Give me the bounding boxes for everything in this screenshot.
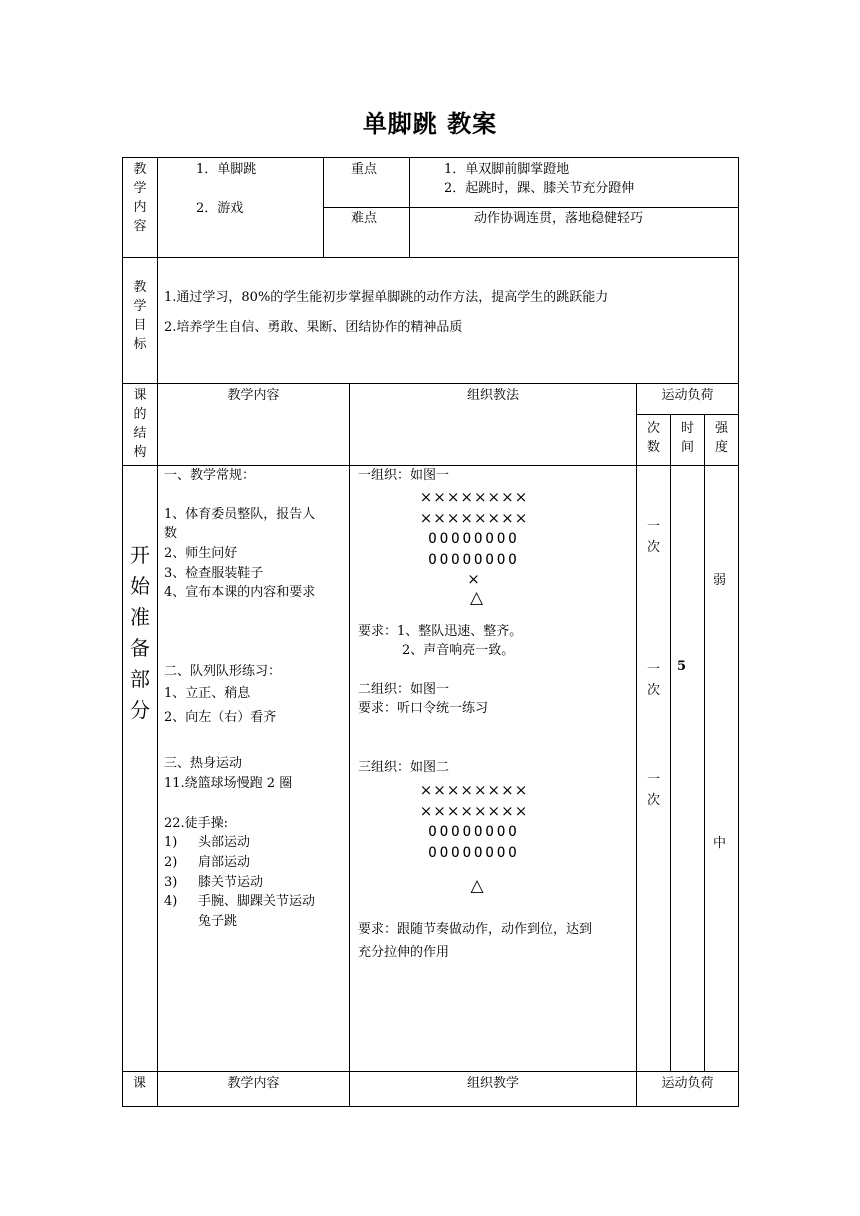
exercise-heading: 22.徒手操: bbox=[164, 816, 229, 831]
time-subheader: 时 间 bbox=[680, 421, 694, 455]
formation-row: ×××××××× bbox=[419, 488, 529, 506]
exercise-num: 3) bbox=[164, 875, 178, 890]
exercise-item: 手腕、脚踝关节运动 bbox=[198, 894, 316, 909]
key-item: 1．单双脚前脚掌蹬地 bbox=[444, 162, 570, 177]
exercise-extra: 兔子跳 bbox=[198, 914, 238, 929]
formation-item: 2、向左（右）看齐 bbox=[164, 710, 277, 725]
teacher-triangle-glyph: △ bbox=[470, 876, 484, 896]
divider bbox=[157, 157, 158, 257]
divider bbox=[704, 414, 705, 1071]
formation-row: OOOOOOOO bbox=[428, 552, 520, 568]
exercise-item: 头部运动 bbox=[198, 835, 251, 850]
intensity-value: 中 bbox=[713, 836, 727, 851]
goal-item: 1.通过学习，80%的学生能初步掌握单脚跳的动作方法，提高学生的跳跃能力 bbox=[164, 290, 609, 305]
divider bbox=[122, 257, 739, 258]
exercise-item: 膝关节运动 bbox=[198, 875, 264, 890]
formation-row: OOOOOOOO bbox=[428, 824, 520, 840]
exercise-num: 4) bbox=[164, 894, 178, 909]
divider bbox=[636, 383, 637, 1107]
formation-heading: 二、队列队形练习： bbox=[164, 664, 282, 679]
difficulty-text: 动作协调连贯，落地稳健轻巧 bbox=[474, 211, 644, 226]
section-label: 开 始 准 备 部 分 bbox=[130, 543, 150, 722]
page-title: 单脚跳 教案 bbox=[362, 109, 498, 138]
org1-title: 一组织：如图一 bbox=[358, 468, 450, 483]
table-border-right bbox=[738, 157, 739, 1107]
count-value: 一 次 bbox=[646, 662, 660, 698]
requirement: 要求：1、整队迅速、整齐。 bbox=[358, 624, 523, 639]
formation-row: ×××××××× bbox=[419, 509, 529, 527]
content-item: 1．单脚跳 bbox=[196, 162, 257, 177]
routine-item: 4、宣布本课的内容和要求 bbox=[164, 585, 316, 600]
key-item: 2．起跳时，踝、膝关节充分蹬伸 bbox=[444, 181, 635, 196]
divider bbox=[157, 257, 158, 383]
formation-row: ×××××××× bbox=[419, 781, 529, 799]
formation-diagram-2 bbox=[350, 780, 598, 864]
method-column-header: 组织教法 bbox=[466, 388, 519, 403]
requirement: 要求：跟随节奏做动作，动作到位，达到 bbox=[358, 922, 593, 937]
key-label: 重点 bbox=[351, 162, 378, 177]
table-border-top bbox=[122, 157, 739, 158]
requirement: 充分拉伸的作用 bbox=[358, 945, 450, 960]
teacher-triangle bbox=[350, 877, 598, 896]
formation-row: OOOOOOOO bbox=[428, 845, 520, 861]
routine-heading: 一、教学常规： bbox=[164, 468, 256, 483]
warmup-heading: 三、热身运动 bbox=[164, 756, 243, 771]
divider bbox=[323, 207, 739, 208]
formation-row: OOOOOOOO bbox=[428, 531, 520, 547]
footer-load-header: 运动负荷 bbox=[661, 1076, 714, 1091]
routine-item: 3、检查服装鞋子 bbox=[164, 566, 264, 581]
divider bbox=[670, 414, 671, 1071]
content-item: 2．游戏 bbox=[196, 201, 244, 216]
formation-row: × bbox=[467, 570, 481, 588]
load-column-header: 运动负荷 bbox=[661, 388, 714, 403]
formation-row: ×××××××× bbox=[419, 802, 529, 820]
formation-item: 1、立正、稍息 bbox=[164, 686, 251, 701]
footer-content-header: 教学内容 bbox=[227, 1076, 280, 1091]
count-subheader: 次 数 bbox=[646, 421, 660, 455]
divider bbox=[409, 157, 410, 257]
exercise-item: 肩部运动 bbox=[198, 855, 251, 870]
warmup-item: 11.绕篮球场慢跑 2 圈 bbox=[164, 776, 293, 791]
footer-method-header: 组织教学 bbox=[466, 1076, 519, 1091]
content-label: 教 学 内 容 bbox=[133, 162, 147, 234]
divider bbox=[122, 383, 739, 384]
org3-title: 三组织：如图二 bbox=[358, 760, 450, 775]
teacher-triangle: △ bbox=[469, 588, 485, 608]
divider bbox=[636, 414, 739, 415]
intensity-subheader: 强 度 bbox=[714, 421, 728, 455]
exercise-num: 1) bbox=[164, 835, 178, 850]
exercise-num: 2) bbox=[164, 855, 178, 870]
footer-structure: 课 bbox=[133, 1076, 147, 1091]
intensity-value: 弱 bbox=[713, 573, 727, 588]
routine-item: 数 bbox=[164, 526, 178, 541]
content-column-header: 教学内容 bbox=[227, 388, 280, 403]
count-value: 一 次 bbox=[646, 772, 660, 808]
requirement: 要求：听口令统一练习 bbox=[358, 701, 489, 716]
table-border-bottom bbox=[122, 1106, 739, 1107]
formation-diagram-1 bbox=[350, 487, 598, 608]
divider bbox=[122, 1071, 739, 1072]
divider bbox=[157, 383, 158, 1107]
routine-item: 1、体育委员整队，报告人 bbox=[164, 507, 316, 522]
divider bbox=[323, 157, 324, 257]
difficulty-label: 难点 bbox=[351, 211, 378, 226]
structure-label: 课 的 结 构 bbox=[133, 388, 147, 460]
routine-item: 2、师生问好 bbox=[164, 546, 238, 561]
time-value: 5 bbox=[677, 659, 687, 674]
goal-item: 2.培养学生自信、勇敢、果断、团结协作的精神品质 bbox=[164, 320, 463, 335]
org2-title: 二组织：如图一 bbox=[358, 682, 450, 697]
count-value: 一 次 bbox=[646, 519, 660, 555]
goals-label: 教 学 目 标 bbox=[133, 280, 147, 352]
requirement: 2、声音响亮一致。 bbox=[402, 643, 515, 658]
